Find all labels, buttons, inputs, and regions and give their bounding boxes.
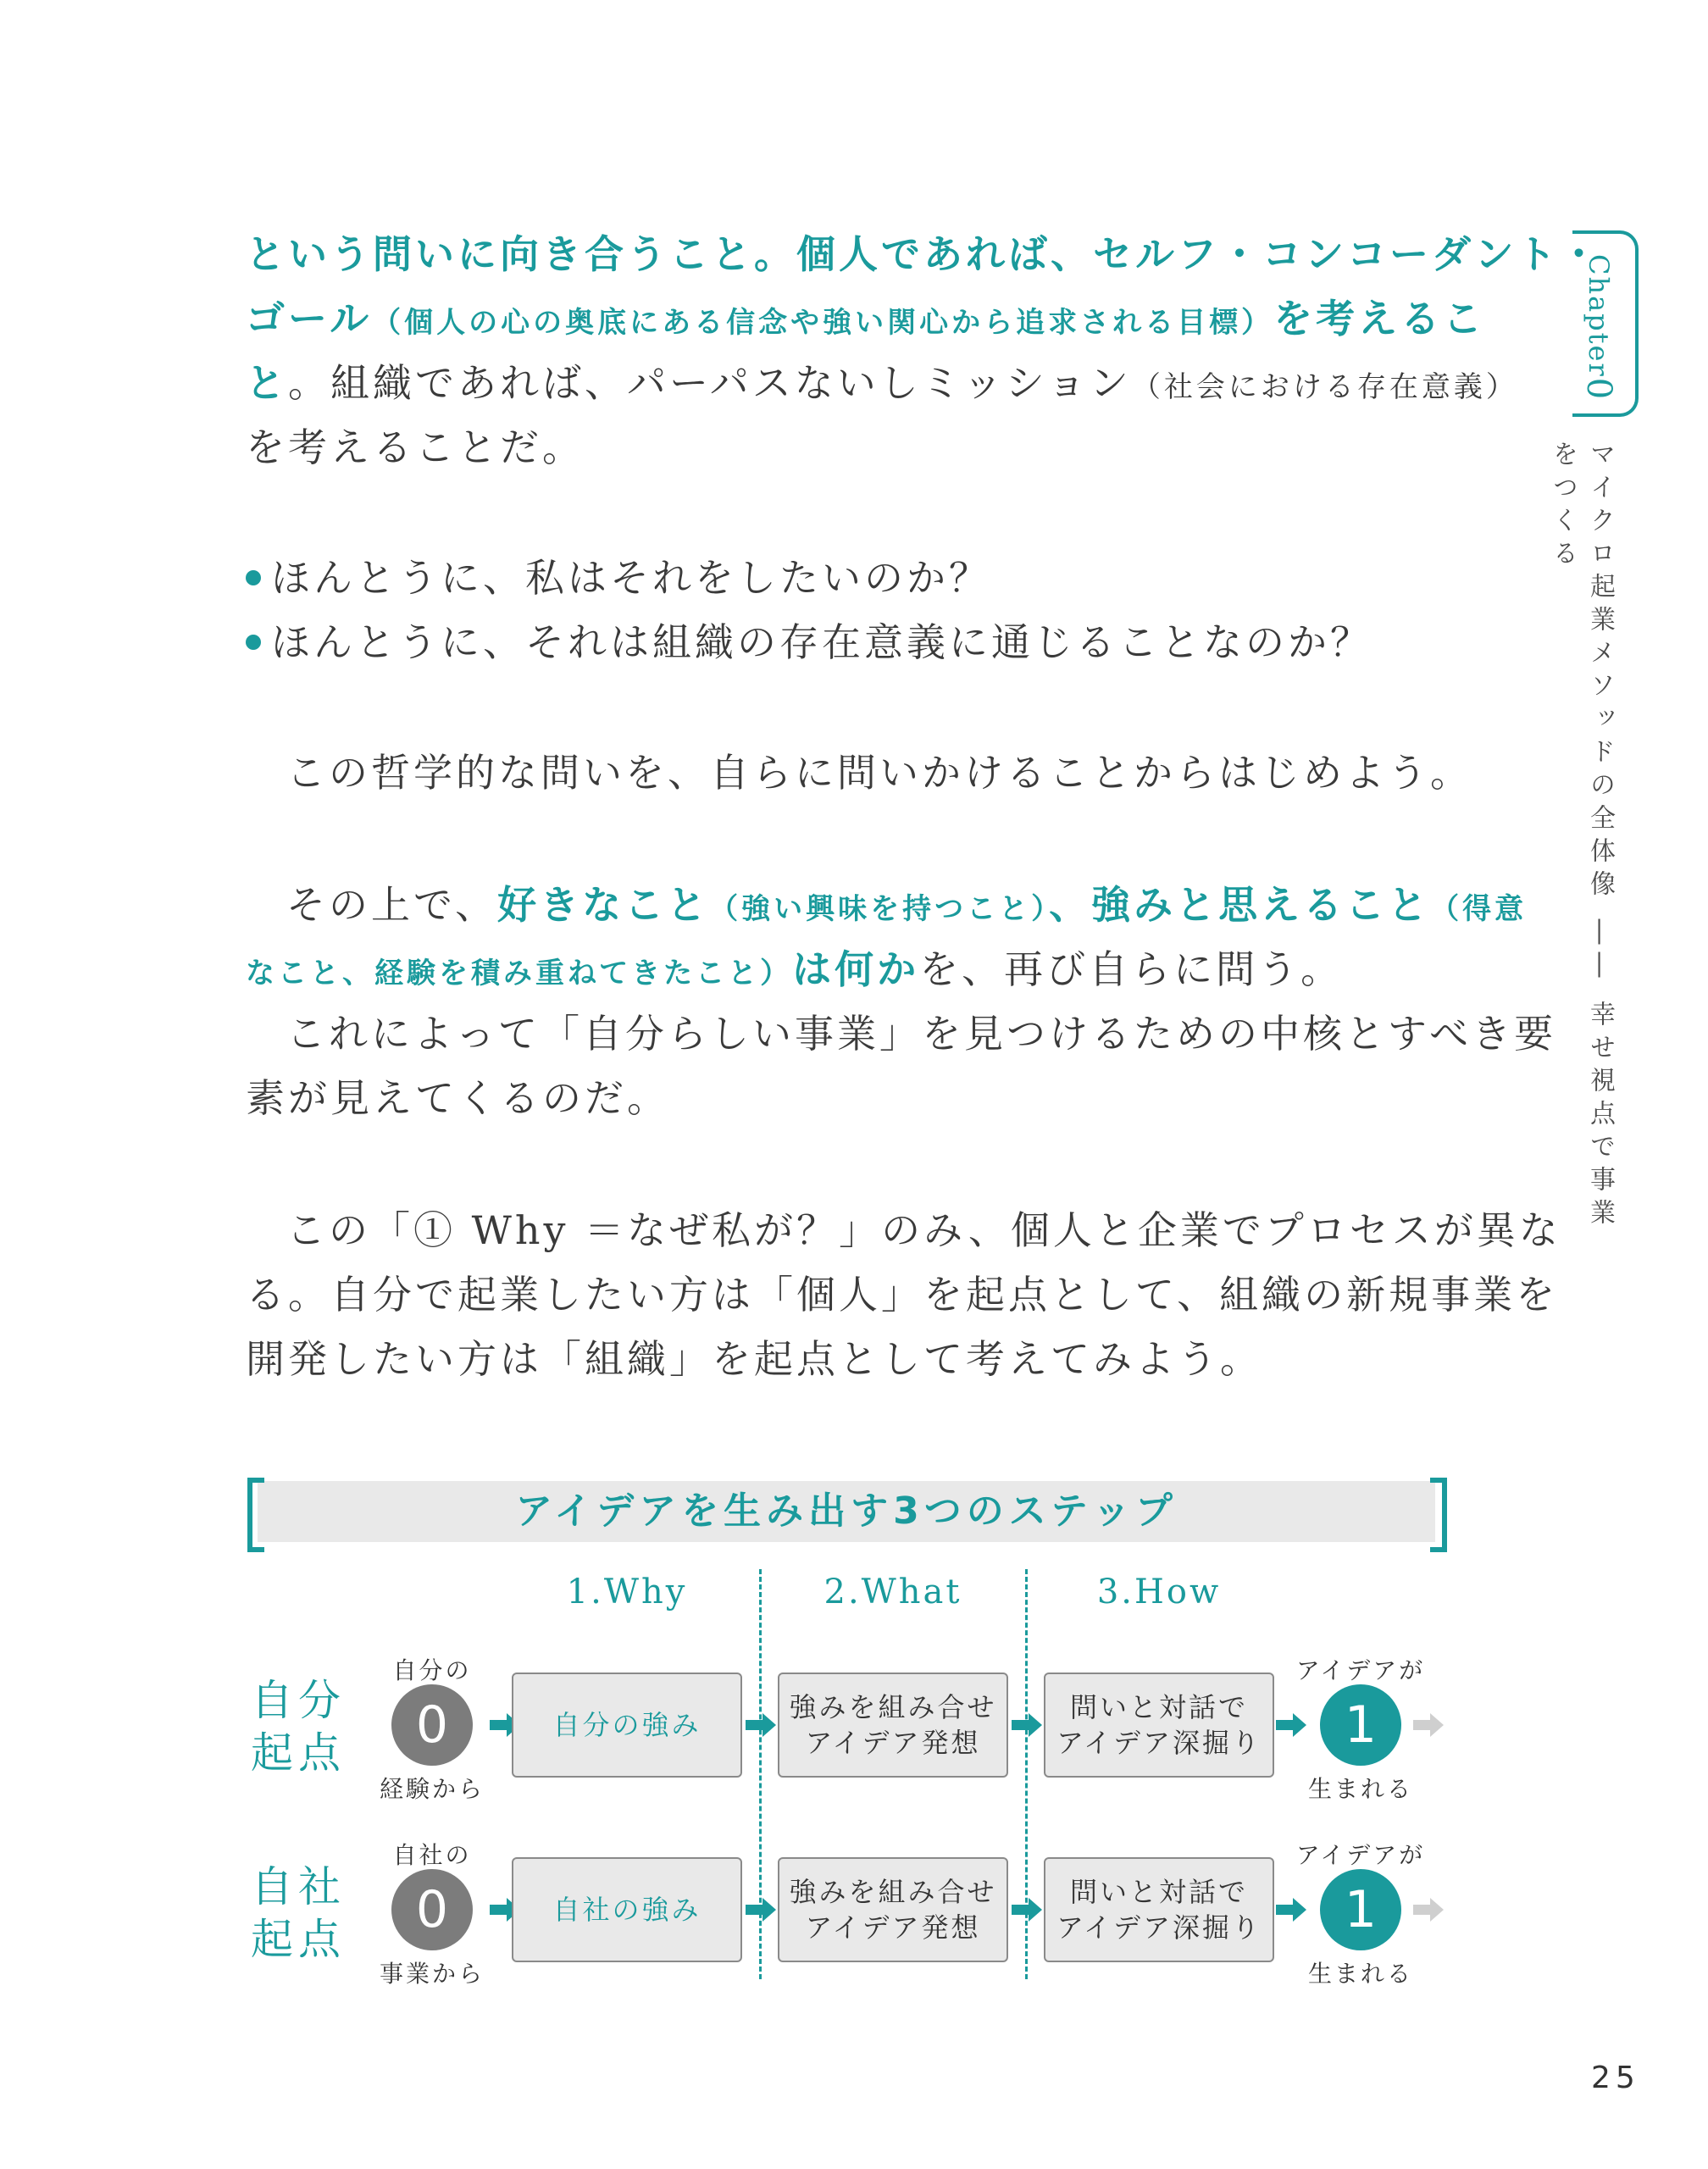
row-label-line: 自社 [251, 1862, 346, 1911]
start-zero-circle: 0 [391, 1684, 473, 1766]
end-caption-top: アイデアが [1295, 1656, 1426, 1684]
paragraph-1-line-1 [246, 229, 1601, 280]
body-text: を考えることだ。 [246, 424, 585, 470]
paragraph-4-line-3 [246, 1334, 1262, 1384]
running-title: マイクロ起業メソッドの全体像 ―― 幸せ視点で事業をつくる [1548, 441, 1615, 1233]
start-caption-bottom: 経験から [379, 1775, 485, 1803]
end-one-circle: 1 [1320, 1869, 1401, 1950]
step-box-text: 強みを組み合せ [789, 1691, 997, 1723]
highlight-text: という問いに向き合うこと。個人であれば、セルフ・コンコーダント・ [246, 231, 1602, 277]
row-label-line: 起点 [251, 1728, 346, 1778]
step-box-text: 問いと対話で [1069, 1876, 1248, 1908]
diagram-title: アイデアを生み出す3つのステップ [515, 1489, 1178, 1533]
highlight-note: （強い興味を持つこと） [709, 892, 1050, 926]
body-text: これによって「自分らしい事業」を見つけるための中核とすべき要 [286, 1011, 1557, 1057]
highlight-text: は何か [792, 946, 920, 992]
paragraph-1-line-2 [246, 293, 1485, 348]
bullet-text: ほんとうに、それは組織の存在意義に通じることなのか？ [271, 619, 1372, 665]
step-box-text: 強みを組み合せ [789, 1876, 997, 1908]
body-text: を、再び自らに問う。 [919, 946, 1344, 992]
paragraph-1-line-3 [246, 358, 1518, 413]
row-label-company [247, 1861, 349, 1966]
step-box-text: アイデア深掘り [1056, 1727, 1262, 1759]
body-text: 開発したい方は「組織」を起点として考えてみよう。 [246, 1336, 1262, 1382]
paragraph-2 [286, 747, 1472, 798]
paragraph-3-line-4 [246, 1073, 669, 1123]
paragraph-4-line-1 [286, 1205, 1561, 1256]
end-caption-top: アイデアが [1295, 1841, 1426, 1869]
end-caption-bottom: 生まれる [1307, 1960, 1413, 1988]
chapter-label-text: Chapter [1583, 254, 1615, 378]
step-box-dialogue [1044, 1673, 1274, 1778]
chapter-number: 0 [1579, 377, 1618, 402]
bullet-dot-icon [246, 635, 261, 650]
step-divider [759, 1569, 762, 1979]
bullet-dot-icon [246, 570, 261, 585]
body-text: この哲学的な問いを、自らに問いかけることからはじめよう。 [286, 750, 1472, 796]
step-header-how: 3.How [1096, 1573, 1222, 1611]
highlight-text: ゴール [246, 296, 373, 341]
body-text: 素が見えてくるのだ。 [246, 1075, 669, 1121]
step-box-combine [778, 1673, 1008, 1778]
paragraph-3-line-1 [286, 879, 1527, 935]
paragraph-3-line-2 [246, 944, 1343, 999]
highlight-note: （得意 [1430, 892, 1528, 926]
page-number: 25 [1591, 2061, 1640, 2095]
step-divider [1025, 1569, 1028, 1979]
paragraph-1-line-4 [246, 422, 585, 473]
start-caption-top: 自社の [392, 1841, 472, 1869]
step-header-why: 1.Why [566, 1573, 688, 1611]
start-zero-circle: 0 [391, 1869, 473, 1950]
step-box-text: 自分の強み [552, 1709, 702, 1741]
bullet-item [246, 617, 1372, 668]
start-caption-bottom: 事業から [379, 1960, 485, 1988]
row-label-line: 起点 [251, 1915, 346, 1964]
paragraph-4-line-2 [246, 1269, 1558, 1320]
highlight-text: 好きなこと [497, 882, 710, 928]
step-box-text: 自社の強み [552, 1894, 702, 1926]
step-header-what: 2.What [824, 1573, 962, 1611]
body-text: 。組織であれば、パーパスないしミッション [288, 360, 1132, 406]
step-box-combine [778, 1857, 1008, 1962]
bullet-text: ほんとうに、私はそれをしたいのか？ [271, 555, 991, 601]
highlight-text: と [246, 360, 288, 406]
start-caption-top: 自分の [392, 1656, 472, 1684]
step-box-dialogue [1044, 1857, 1274, 1962]
step-box-text: アイデア深掘り [1056, 1911, 1262, 1944]
highlight-text: 、強みと思えること [1049, 882, 1431, 928]
step-box-strength [512, 1673, 742, 1778]
row-label-self [247, 1674, 349, 1779]
end-caption-bottom: 生まれる [1307, 1775, 1413, 1803]
step-box-text: アイデア発想 [805, 1911, 981, 1944]
body-text: その上で、 [286, 882, 498, 928]
highlight-note: （個人の心の奥底にある信念や強い関心から追求される目標） [372, 306, 1274, 340]
paragraph-3-line-3 [286, 1008, 1556, 1059]
body-text: この「① Why ＝なぜ私が？」のみ、個人と企業でプロセスが異な [286, 1207, 1561, 1253]
end-one-circle: 1 [1320, 1684, 1401, 1766]
body-text: る。自分で起業したい方は「個人」を起点として、組織の新規事業を [246, 1272, 1559, 1317]
body-note: （社会における存在意義） [1131, 370, 1518, 404]
step-box-text: 問いと対話で [1069, 1691, 1248, 1723]
bullet-item [246, 552, 991, 603]
step-box-strength [512, 1857, 742, 1962]
chapter-label [1579, 254, 1618, 402]
highlight-note: なこと、経験を積み重ねてきたこと） [246, 957, 793, 990]
highlight-text: を考えるこ [1273, 296, 1486, 341]
step-box-text: アイデア発想 [805, 1727, 981, 1759]
row-label-line: 自分 [251, 1676, 346, 1725]
